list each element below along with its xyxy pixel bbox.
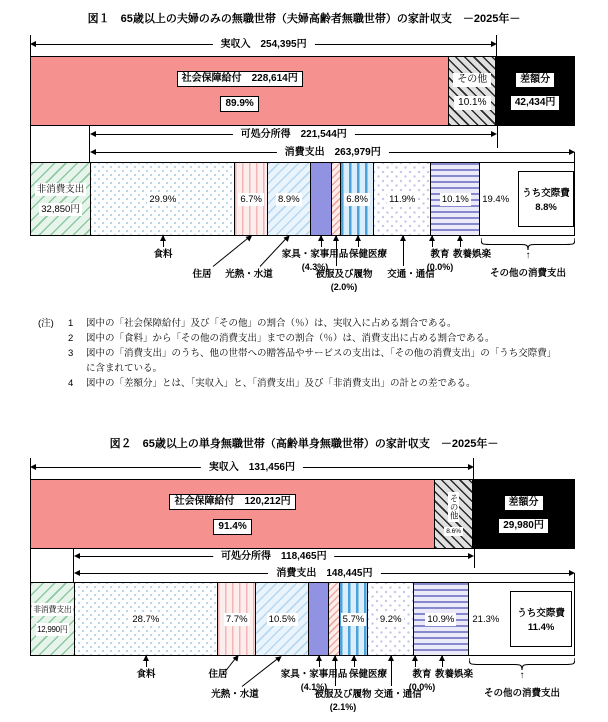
income-other-pct: 8.6%	[446, 527, 462, 535]
arrow-end-tick	[574, 573, 575, 586]
income-other-label: その他	[453, 73, 491, 87]
recreation-pct: 10.9%	[427, 613, 455, 625]
utilities-pct: 8.9%	[277, 193, 300, 205]
other-consumption-pct: 19.4%	[482, 193, 510, 205]
figure2	[0, 435, 608, 718]
social-security-segment	[31, 480, 435, 548]
label-other-consumption: その他の消費支出	[483, 688, 561, 699]
label-clothing: 被服及び履物 (2.1%)	[314, 689, 372, 712]
label-furniture: 家具・家事用品 (4.1%)	[280, 669, 348, 692]
figure1	[0, 0, 608, 302]
clothing-segment	[332, 163, 342, 235]
nonconsumption-spacer-cell	[30, 549, 74, 582]
kousai-box	[518, 171, 574, 227]
label-food: 食料	[136, 669, 156, 680]
utilities-segment	[268, 163, 311, 235]
arrow-end-tick	[574, 152, 575, 165]
income-total-label: 実収入 131,456円	[201, 460, 303, 476]
furniture-segment	[311, 163, 332, 235]
food-segment	[91, 163, 235, 235]
clothing-segment	[329, 583, 339, 655]
expenditure-bar	[30, 582, 575, 656]
recreation-segment	[431, 163, 480, 235]
income-bar	[30, 56, 575, 126]
transport-segment	[374, 163, 431, 235]
pointer-medical	[354, 656, 355, 667]
label-medical: 保健医療	[348, 669, 388, 680]
pointer-furniture	[321, 236, 322, 247]
consumption-total-label: 消費支出 263,979円	[277, 145, 389, 161]
housing-pct: 6.7%	[240, 193, 262, 205]
pointer-medical	[358, 236, 359, 247]
other-consumption-segment	[480, 163, 574, 235]
notes-block	[38, 316, 608, 391]
housing-pct: 7.7%	[225, 613, 248, 625]
income-span-arrow	[30, 460, 474, 476]
income-other-segment	[435, 480, 473, 548]
note-item: 2 図中の「食料」から「その他の消費支出」までの割合（％）は、消費支出に占める割合である。	[68, 333, 495, 344]
pointer-transport	[403, 236, 404, 266]
label-recreation: 教養娯楽	[434, 669, 474, 680]
pointer-food	[163, 236, 164, 247]
income-span-arrow	[30, 37, 497, 53]
pointer-transport	[391, 656, 392, 686]
note-item: 3 図中の「消費支出」のうち、他の世帯への贈答品やサービスの支出は、「その他の消費支出」の「うち交際費」に含まれている。	[68, 348, 552, 374]
disposable-span-arrow	[74, 549, 474, 565]
nonconsumption-label: 非消費支出	[33, 604, 72, 614]
recreation-pct: 10.1%	[441, 193, 469, 205]
figure1-chart	[30, 34, 575, 302]
label-education: 教育 (0.0%)	[426, 249, 454, 272]
category-label-zone	[30, 656, 575, 718]
social-security-label: 社会保障給付 120,212円	[169, 494, 295, 510]
disposable-span-arrow	[90, 127, 497, 143]
recreation-segment	[414, 583, 468, 655]
medical-segment	[341, 163, 374, 235]
income-arrow-row	[30, 34, 575, 56]
income-other-label: その他	[449, 494, 460, 520]
pointer-furniture	[319, 656, 320, 667]
pointer-education	[415, 656, 416, 667]
food-pct: 29.9%	[149, 193, 177, 205]
balance-label: 差額分	[505, 496, 543, 510]
pointer-clothing	[335, 656, 336, 686]
pointer-utilities	[242, 657, 280, 687]
pointer-recreation	[460, 236, 461, 247]
medical-pct: 5.7%	[342, 613, 365, 625]
expenditure-bar	[30, 162, 575, 236]
kousai-label: うち交際費	[522, 188, 570, 199]
up-arrow-icon	[526, 250, 531, 261]
middle-arrow-zone	[30, 549, 575, 582]
medical-segment	[340, 583, 368, 655]
balance-label: 差額分	[516, 73, 554, 87]
food-pct: 28.7%	[132, 613, 160, 625]
nonconsumption-value: 12,990円	[37, 624, 68, 634]
transport-pct: 9.2%	[379, 613, 402, 625]
label-recreation: 教養娯楽	[452, 249, 492, 260]
label-education: 教育 (0.0%)	[408, 669, 436, 692]
label-other-consumption: その他の消費支出	[489, 268, 567, 279]
kousai-label: うち交際費	[517, 608, 565, 619]
consumption-total-label: 消費支出 148,445円	[268, 566, 380, 582]
category-label-zone	[30, 236, 575, 302]
label-utilities: 光熱・水道	[225, 269, 273, 280]
label-utilities: 光熱・水道	[211, 689, 259, 700]
pointer-education	[432, 236, 433, 247]
label-medical: 保健医療	[348, 249, 388, 260]
utilities-pct: 10.5%	[268, 613, 296, 625]
label-transport: 交通・通信	[387, 269, 435, 280]
nonconsumption-segment	[31, 583, 75, 655]
note-prefix: (注)	[38, 318, 54, 329]
nonconsumption-label: 非消費支出	[36, 183, 85, 195]
balance-value: 42,434円	[511, 96, 560, 110]
label-clothing: 被服及び履物 (2.0%)	[315, 269, 373, 292]
balance-value: 29,980円	[499, 519, 548, 533]
income-other-pct: 10.1%	[454, 96, 490, 110]
income-arrow-row	[30, 457, 575, 479]
kousai-box	[510, 591, 572, 647]
other-consumption-brace	[469, 658, 575, 670]
label-food: 食料	[153, 249, 173, 260]
consumption-span-arrow	[74, 566, 575, 582]
other-consumption-pct: 21.3%	[472, 613, 500, 625]
figure2-title: 図２ 65歳以上の単身無職世帯（高齢単身無職世帯）の家計収支 －2025年－	[109, 438, 499, 450]
figure1-title: 図１ 65歳以上の夫婦のみの無職世帯（夫婦高齢者無職世帯）の家計収支 －2025年－	[87, 13, 521, 25]
income-other-segment	[449, 57, 496, 125]
label-housing: 住居	[208, 669, 228, 680]
pointer-housing	[213, 236, 251, 267]
kousai-pct: 11.4%	[527, 622, 555, 633]
social-security-pct: 91.4%	[213, 519, 251, 535]
income-total-label: 実収入 254,395円	[212, 37, 314, 53]
pointer-clothing	[336, 236, 337, 266]
middle-arrow-zone	[30, 126, 575, 162]
other-consumption-segment	[469, 583, 574, 655]
social-security-label: 社会保障給付 228,614円	[177, 71, 303, 87]
balance-segment	[473, 480, 574, 548]
nonconsumption-value: 32,850円	[41, 203, 80, 215]
medical-pct: 6.8%	[346, 193, 368, 205]
label-housing: 住居	[192, 269, 212, 280]
note-item: (注) 1 図中の「社会保障給付」及び「その他」の割合（％）は、実収入に占める割合である。	[38, 318, 457, 329]
label-furniture: 家具・家事用品 (4.3%)	[281, 249, 349, 272]
social-security-pct: 89.9%	[220, 96, 258, 112]
nonconsumption-segment	[31, 163, 91, 235]
kousai-pct: 8.8%	[535, 202, 557, 213]
pointer-food	[146, 656, 147, 667]
balance-segment	[496, 57, 574, 125]
furniture-segment	[309, 583, 329, 655]
figure2-chart	[30, 457, 575, 718]
consumption-span-arrow	[90, 145, 575, 161]
other-consumption-brace	[481, 238, 575, 250]
utilities-segment	[256, 583, 308, 655]
housing-segment	[235, 163, 267, 235]
nonconsumption-spacer-cell	[30, 126, 90, 162]
up-arrow-icon	[520, 670, 525, 681]
disposable-income-label: 可処分所得 118,465円	[213, 549, 335, 565]
social-security-segment	[31, 57, 449, 125]
transport-pct: 11.9%	[389, 193, 416, 205]
note-item: 4 図中の「差額分」とは、「実収入」と、「消費支出」及び「非消費支出」の計との差である。	[68, 378, 476, 389]
disposable-income-label: 可処分所得 221,544円	[233, 127, 355, 143]
transport-segment	[368, 583, 414, 655]
income-bar	[30, 479, 575, 549]
pointer-recreation	[442, 656, 443, 667]
label-transport: 交通・通信	[374, 689, 422, 700]
food-segment	[75, 583, 218, 655]
housing-segment	[218, 583, 256, 655]
